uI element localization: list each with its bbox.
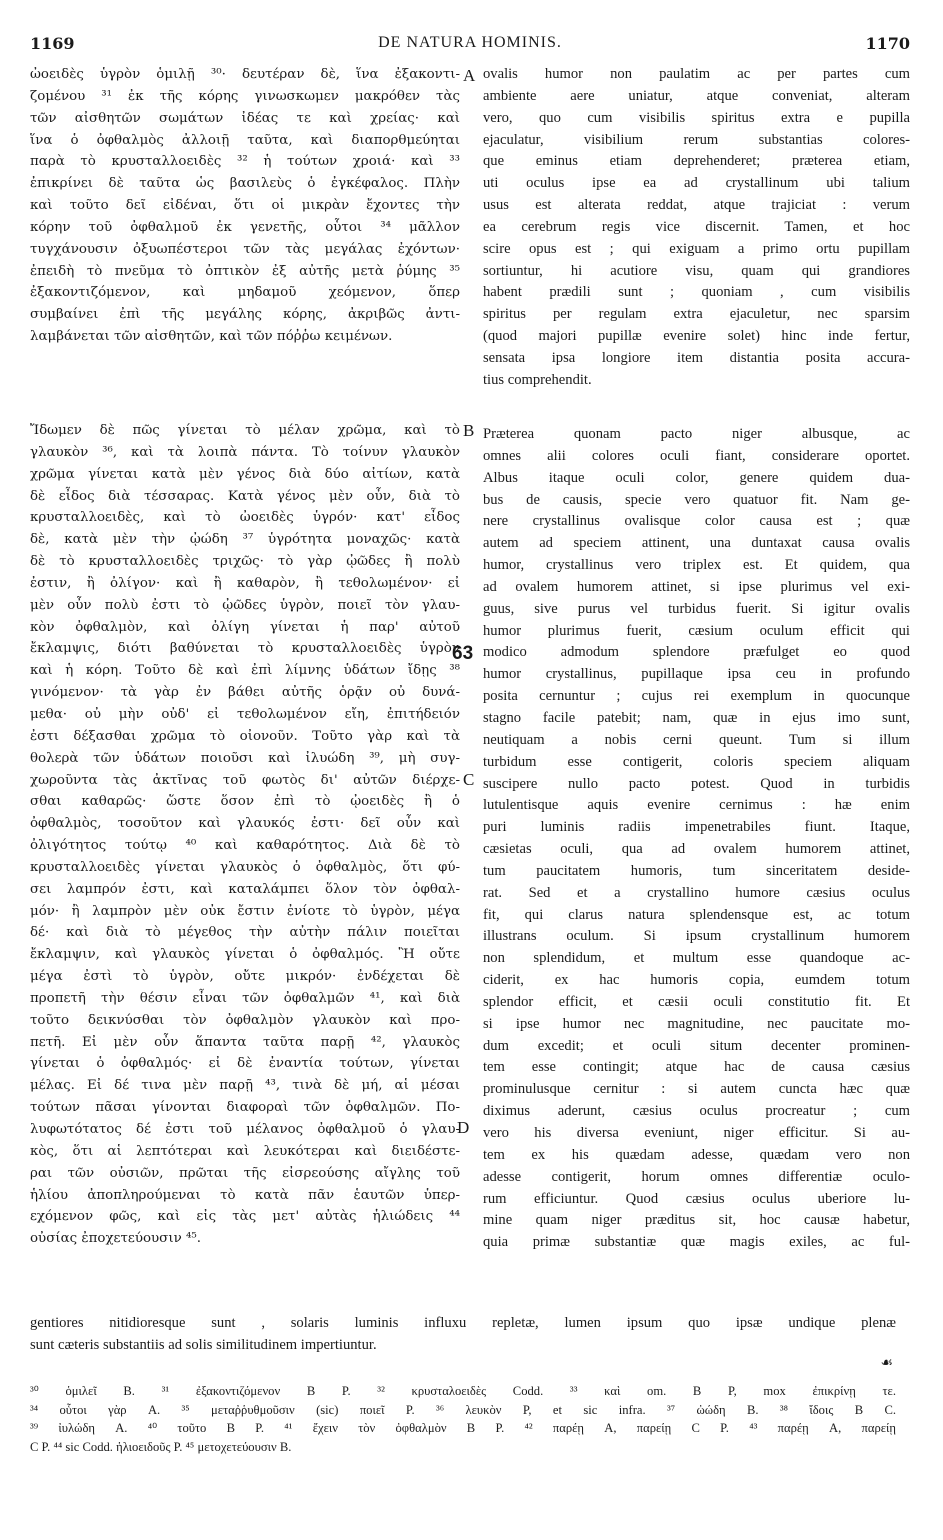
latin-line: humor plurimus fuerit, cæsium oculum efficit qui [483, 622, 910, 639]
greek-line: ζομένου ³¹ ἐκ τῆς κόρης γινωσκωμεν μακρόθεν τὰς [30, 88, 460, 104]
greek-line: κρυσταλλοειδὲς γίνεται γλαυκὸς ὁ ὀφθαλμὸς, ὅτι φύ- [30, 859, 460, 875]
greek-line: δὲ τὸ κρυσταλλοειδὲς τριχῶς· τὸ γὰρ ᾠῶδες ἢ πολὺ [30, 554, 460, 570]
greek-line: κρυσταλλοειδὲς, καὶ τὸ ὠοειδὲς ὑγρόν· κατ' εἶδος [30, 510, 460, 526]
greek-line: ὀλιγότητος τούτῳ ⁴⁰ καὶ καθαρότητος. Διὰ δὲ τὸ [30, 838, 460, 854]
greek-line: ὀφθαλμὸς, τοσοῦτον καὶ γλαυκός ἐστι· δεῖ οὖν καὶ [30, 816, 460, 832]
latin-line: tem esse contingit; atque hac de causa cæsius [483, 1059, 910, 1076]
latin-text-block-1 [483, 64, 910, 392]
greek-line: σει λαμπρόν ἐστι, καὶ καταλάμπει ὅλον τὸν ὀφθαλ- [30, 881, 460, 897]
greek-line: ἡλίου ἀποπληρούμεναι τὸ κατὰ πᾶν ἑαυτῶν ὑπερ- [30, 1187, 460, 1203]
greek-line: δὲ, κατὰ μὲν τὴν ᾠώδη ³⁷ ὑγρότητα μοναχῶς· κατὰ [30, 532, 460, 548]
greek-line: ἐπικρίνει δὲ ταῦτα ὡς βασιλεὺς ὁ ἐγκέφαλος. Πλὴν [30, 176, 460, 192]
greek-line: τῶν αἰσθητῶν σωμάτων ἰδέας τε καὶ χρείας· καὶ [30, 110, 460, 126]
latin-line: vero his diversa eveniunt, niger efficitur. Si au- [483, 1125, 910, 1141]
greek-line: ἐξακοντιζόμενον, καὶ μηδαμοῦ χεόμενον, ὅπερ [30, 285, 460, 301]
latin-line: ejaculatur, visibilium rerum substantias colores- [483, 131, 910, 148]
latin-line: quia primæ substantiæ quæ magis exiles, ac ful- [483, 1234, 910, 1251]
greek-line: ἔκλαμψις, διότι βαθύνεται τὸ κρυσταλλοειδὲς ὑγρὸν [30, 641, 460, 657]
latin-line: habent prædili sunt ; quoniam , cum visibilis [483, 284, 910, 301]
page-number-right: 1170 [865, 34, 910, 53]
latin-line: ad ovalem humorem attinet, si ipse plurimus vel exi- [483, 578, 910, 595]
page-number-left: 1169 [30, 34, 75, 53]
latin-line: Albus itaque oculi color, genere quidem dua- [483, 469, 910, 486]
latin-line: rum efficiuntur. Quod cæsius oculus uberiore lu- [483, 1190, 910, 1207]
latin-line: bus de causis, specie vero quatuor fit. Nam ge- [483, 491, 910, 508]
latin-line: sortiuntur, hi acutiore visu, quam qui grandiores [483, 262, 910, 279]
footnote-line: ³⁹ ἰυλώδη A. ⁴⁰ τοῦτο B P. ⁴¹ ἔχειν τὸν ὀφθαλμὸν B P. ⁴² παρέῃ A, παρείῃ C P. ⁴³ παρέῃ A, παρείῃ [30, 1421, 896, 1435]
greek-line: ἔκλαμψιν, καὶ γλαυκὸς γίνεται ὁ ὀφθαλμός. Ἢ οὔτε [30, 947, 460, 963]
greek-line: γλαυκὸν ³⁶, καὶ τὰ λοιπὰ πάντα. Τὸ τοίνυν γλαυκὸν [30, 444, 460, 460]
latin-line: spiritus per regulam extra ejaculetur, nec sparsim [483, 306, 910, 323]
latin-line: suscipere nullo pacto potest. Quod in turbidis [483, 775, 910, 792]
latin-line: (quod majori pupillæ evenire solet) hinc inde fertur, [483, 328, 910, 345]
greek-line: Ἴδωμεν δὲ πῶς γίνεται τὸ μέλαν χρῶμα, καὶ τὸ [30, 423, 460, 438]
latin-line: humor crystallinus, pupillaque ipsa ceu in profundo [483, 666, 910, 683]
greek-line: πετῆ. Εἰ μὲν οὖν ἅπαντα ταῦτα παρῇ ⁴², γλαυκὸς [30, 1034, 460, 1050]
greek-line: θολερὰ τῶν ὑδάτων ποιοῦσι καὶ ἰλυώδη ³⁹, μὴ συγ- [30, 750, 460, 766]
latin-line: sensata ipsa longiore item distantia posita accura- [483, 349, 910, 366]
latin-line: splendor efficit, et cæsii oculi constitutio fit. Et [483, 993, 910, 1010]
latin-line: ea cerebrum regis vice discernit. Tamen, et hoc [483, 218, 910, 235]
greek-line: παρὰ τὸ κρυσταλλοειδὲς ³² ἡ τούτων χροιά· καὶ ³³ [30, 154, 460, 170]
latin-line: Præterea quonam pacto niger albusque, ac [483, 426, 910, 442]
latin-line: uti oculus ipse ea ad crystallinum ubi talium [483, 175, 910, 192]
latin-text-block-2 [483, 424, 910, 1254]
greek-line: προπετῆ τὴν θέσιν εἶναι τῶν ὀφθαλμῶν ⁴¹, καὶ διὰ [30, 990, 460, 1006]
greek-line: ἐστιν, ἢ ὀλίγον· καὶ ἢ καθαρὸν, ἢ τεθολωμένον· εἰ [30, 575, 460, 591]
latin-line: scire opus est ; qui exiguam a primo ortu pupillam [483, 240, 910, 257]
latin-line: neutiquam a nobis cerni queunt. Tum si illum [483, 731, 910, 748]
latin-line: mine quam niger præditus sit, hoc causæ habetur, [483, 1212, 910, 1229]
greek-line: χωροῦντα τὰς ἀκτῖνας τοῦ φωτὸς δι' αὐτῶν διέρχε- [30, 772, 460, 788]
footnotes [30, 1382, 896, 1456]
greek-line: ἵνα ὁ ὀφθαλμὸς ἀλλοιῇ ταῦτα, καὶ διαπορθμεύηται [30, 132, 460, 148]
greek-line: δέ· καὶ διὰ τὸ μέγεθος τὴν αὐτὴν πάλιν ποιεῖται [30, 925, 460, 941]
latin-line: prominulusque cernitur : si autem cuncta hæc quæ [483, 1081, 910, 1098]
section-marker-d: D [457, 1118, 470, 1137]
footnote-line: ³⁴ οὗτοι γὰρ A. ³⁵ μεταῤῥυθμοῦσιν (sic) ποιεῖ P. ³⁶ λευκὸν P, et sic infra. ³⁷ ὠώδη B. ³⁸ ἴδοις B C. [30, 1402, 896, 1417]
latin-line: adesse contigerit, horum omnes differentiæ oculo- [483, 1168, 910, 1185]
greek-line: τοῦτο δεικνύσθαι τὸν ὀφθαλμὸν γλαυκὸν καὶ προ- [30, 1012, 460, 1028]
greek-line: ἐπειδὴ τὸ πνεῦμα τὸ ὀπτικὸν ἐξ αὐτῆς μετὰ ῥύμης ³⁵ [30, 263, 460, 279]
greek-line: μέγα ἐστὶ τὸ ὑγρὸν, οὔτε μικρόν· ἐνδέχεται δὲ [30, 969, 460, 985]
greek-line: δὲ εἶδος διὰ τέσσαρας. Κατὰ γένος μὲν οὖν, διὰ τὸ [30, 488, 460, 504]
latin-line: dum excedit; et oculi situm decenter prominen- [483, 1037, 910, 1054]
greek-line: ὠοειδὲς ὑγρὸν ὁμιλῇ ³⁰· δευτέραν δὲ, ἵνα ἐξακοντι- [30, 67, 460, 82]
greek-line: λαμβάνεται τῶν αἰσθητῶν, καὶ τῶν πόῤῥω κειμένων. [30, 329, 393, 345]
end-mark: ☙ [880, 1355, 893, 1371]
greek-text-block-1 [30, 64, 460, 348]
latin-line: turbidum esse contigerit, coloris speciem aliquam [483, 753, 910, 770]
greek-line: οὐσίας ἐποχετεύουσιν ⁴⁵. [30, 1231, 201, 1247]
greek-line: μέλας. Εἰ δέ τινα μὲν παρῇ ⁴³, τινὰ δὲ μή, αἱ μέσαι [30, 1078, 460, 1094]
latin-line: usus est alterata reddat, atque trajiciat : verum [483, 197, 910, 214]
greek-line: λυφωτότατος δέ ἐστι τοῦ μέλανος ὀφθαλμοῦ ὁ γλαυ- [30, 1122, 460, 1137]
greek-line: κόρην τοῦ ὀφθαλμοῦ ἐκ γενετῆς, οὗτοι ³⁴ μᾶλλον [30, 219, 460, 235]
latin-line: humor, crystallinus vero triplex est. Et quidem, qua [483, 557, 910, 574]
latin-line: stagno facile patebit; nam, quæ in ejus imo sunt, [483, 709, 910, 726]
latin-line: guus, sive purus vel turbidus fuerit. Si igitur ovalis [483, 600, 910, 617]
latin-line: cæsietas oculi, qua ad ovalem humorem attinet, [483, 841, 910, 858]
greek-line: μεθα· οὐ μὴν οὐδ' εἰ τεθολωμένον εἴη, ἐπιτήδειόν [30, 706, 460, 722]
greek-line: ραι τῶν οὐσιῶν, πρῶται τῆς εἰσρεούσης αἴγλης τοῦ [30, 1165, 460, 1181]
greek-line: ἐστι δέξασθαι χρῶμα τὸ οἰονοῦν. Τοῦτο γὰρ καὶ τὰ [30, 728, 460, 744]
greek-line: τούτων πᾶσαι γίνονται διαφοραὶ τῶν ὀφθαλμῶν. Πο- [30, 1100, 460, 1116]
latin-line: sunt cæteris substantiis ad solis similitudinem impertiuntur. [30, 1336, 377, 1353]
latin-line: modico admodum splendore præfulget eo quod [483, 644, 910, 661]
greek-line: μόν· ἢ λαμπρὸν μὲν οὐκ ἔστιν ἐνίοτε τὸ ὑγρὸν, μέγα [30, 903, 460, 919]
latin-line: gentiores nitidioresque sunt , solaris luminis influxu repletæ, lumen ipsum quo ipsæ undique plenæ [30, 1315, 896, 1331]
greek-line: εχόμενον φῶς, καὶ εἰς τὰς μετ' αὐτὰς ἡλιώδεις ⁴⁴ [30, 1209, 460, 1225]
latin-line: autem ad speciem attinent, una duntaxat causa ovalis [483, 535, 910, 552]
latin-line: non splendidum, et multum esse quandoque ac- [483, 950, 910, 967]
latin-line: tius comprehendit. [483, 371, 592, 388]
latin-line: illustrans oculum. Si ipsum crystallinum humorem [483, 928, 910, 945]
latin-line: rat. Sed et a crystallino humore cæsius oculus [483, 884, 910, 901]
latin-line: diximus aderunt, cæsius oculus procreatur ; cum [483, 1103, 910, 1120]
latin-line: puri luminis radiis impenetrabiles fiunt. Itaque, [483, 819, 910, 836]
latin-line: tum paucitatem humoris, tum sinceritatem deside- [483, 862, 910, 879]
greek-line: καὶ τοῦτο δεῖ εἰδέναι, ὅτι οἱ μικρὰν ἔχοντες τὴν [30, 198, 460, 214]
latin-line: omnes alii colores oculi fiant, considerare oportet. [483, 447, 910, 464]
footnote-line: ³⁰ ὁμιλεῖ B. ³¹ ἐξακοντιζόμενον B P. ³² κρυσταλοειδὲς Codd. ³³ καὶ om. B P, mox ἐπικρίνῃ τε. [30, 1384, 896, 1398]
footnote-line: C P. ⁴⁴ sic Codd. ἡλιοειδοῦς P. ⁴⁵ μετοχετεύουσιν B. [30, 1439, 292, 1454]
latin-line: si ipse humor nec magnitudine, nec paucitate mo- [483, 1015, 910, 1032]
greek-line: τυγχάνουσιν ὀξυωπέστεροι τῶν τὰς μεγάλας ἐχόντων· [30, 241, 460, 257]
latin-line: lutulentisque aquis evenire cernimus : hæ enim [483, 797, 910, 814]
latin-line: ciderit, ex hac humoris copia, eumdem totum [483, 972, 910, 989]
greek-line: καὶ ἡ κόρη. Τοῦτο δὲ καὶ ἐπὶ λίμνης ὑδάτων ἴδῃς ³⁸ [30, 663, 460, 679]
latin-line: tem ex his quædam adesse, quædam vero non [483, 1146, 910, 1163]
latin-line: ambiente aere uniatur, atque conveniat, alteram [483, 87, 910, 104]
section-marker-a: A [463, 66, 476, 85]
running-header [30, 34, 910, 54]
greek-line: συμβαίνει ἐπὶ τῆς μεγάλης κόρης, ἀκριβῶς ἀντι- [30, 307, 460, 323]
latin-line: nere crystallinus ovalisque color causa est ; quæ [483, 513, 910, 530]
greek-line: σθαι καθαρῶς· ὥστε ὅσον ἐπὶ τὸ ᾠοειδὲς ἢ ὁ [30, 794, 460, 810]
latin-line: posita cernuntur ; cujus rei exemplum in quocunque [483, 688, 910, 705]
greek-line: κὸν ὀφθαλμὸν, καὶ ὀλίγη γίνεται ἡ παρ' αὐτοῦ [30, 619, 460, 635]
latin-line: ovalis humor non paulatim ac per partes cum [483, 66, 910, 82]
latin-line: que eminus etiam deprehenderet; præterea etiam, [483, 153, 910, 170]
page-reference-number: 63 [452, 643, 474, 664]
greek-line: χρῶμα γίνεται κατὰ μὲν γένος διὰ δύο αἰτίων, κατὰ [30, 466, 460, 482]
greek-line: γινόμενον· τὰ γὰρ ἐν βάθει αὐτῆς ὁρᾷν οὐ δυνά- [30, 685, 460, 701]
running-title: DE NATURA HOMINIS. [378, 34, 562, 51]
full-width-text [30, 1313, 896, 1357]
section-marker-c: C [463, 770, 475, 789]
greek-line: γίνεται ὁ ὀφθαλμός· εἰ δὲ ἐναντία τούτων, γίνεται [30, 1056, 460, 1072]
greek-line: κὸς, ὅτι αἱ λεπτότεραι καὶ λευκότεραι καὶ διειδέστε- [30, 1143, 460, 1159]
greek-line: μὲν οὖν πολὺ ἐστι τὸ ᾠῶδες ὑγρὸν, ποιεῖ τὸν γλαυ- [30, 597, 460, 613]
greek-text-block-2 [30, 420, 460, 1250]
latin-line: fit, qui clarus natura splendensque est, ac totum [483, 906, 910, 923]
latin-line: vero, quo cum visibilis spiritus extra e pupilla [483, 109, 910, 126]
section-marker-b: B [463, 421, 475, 440]
